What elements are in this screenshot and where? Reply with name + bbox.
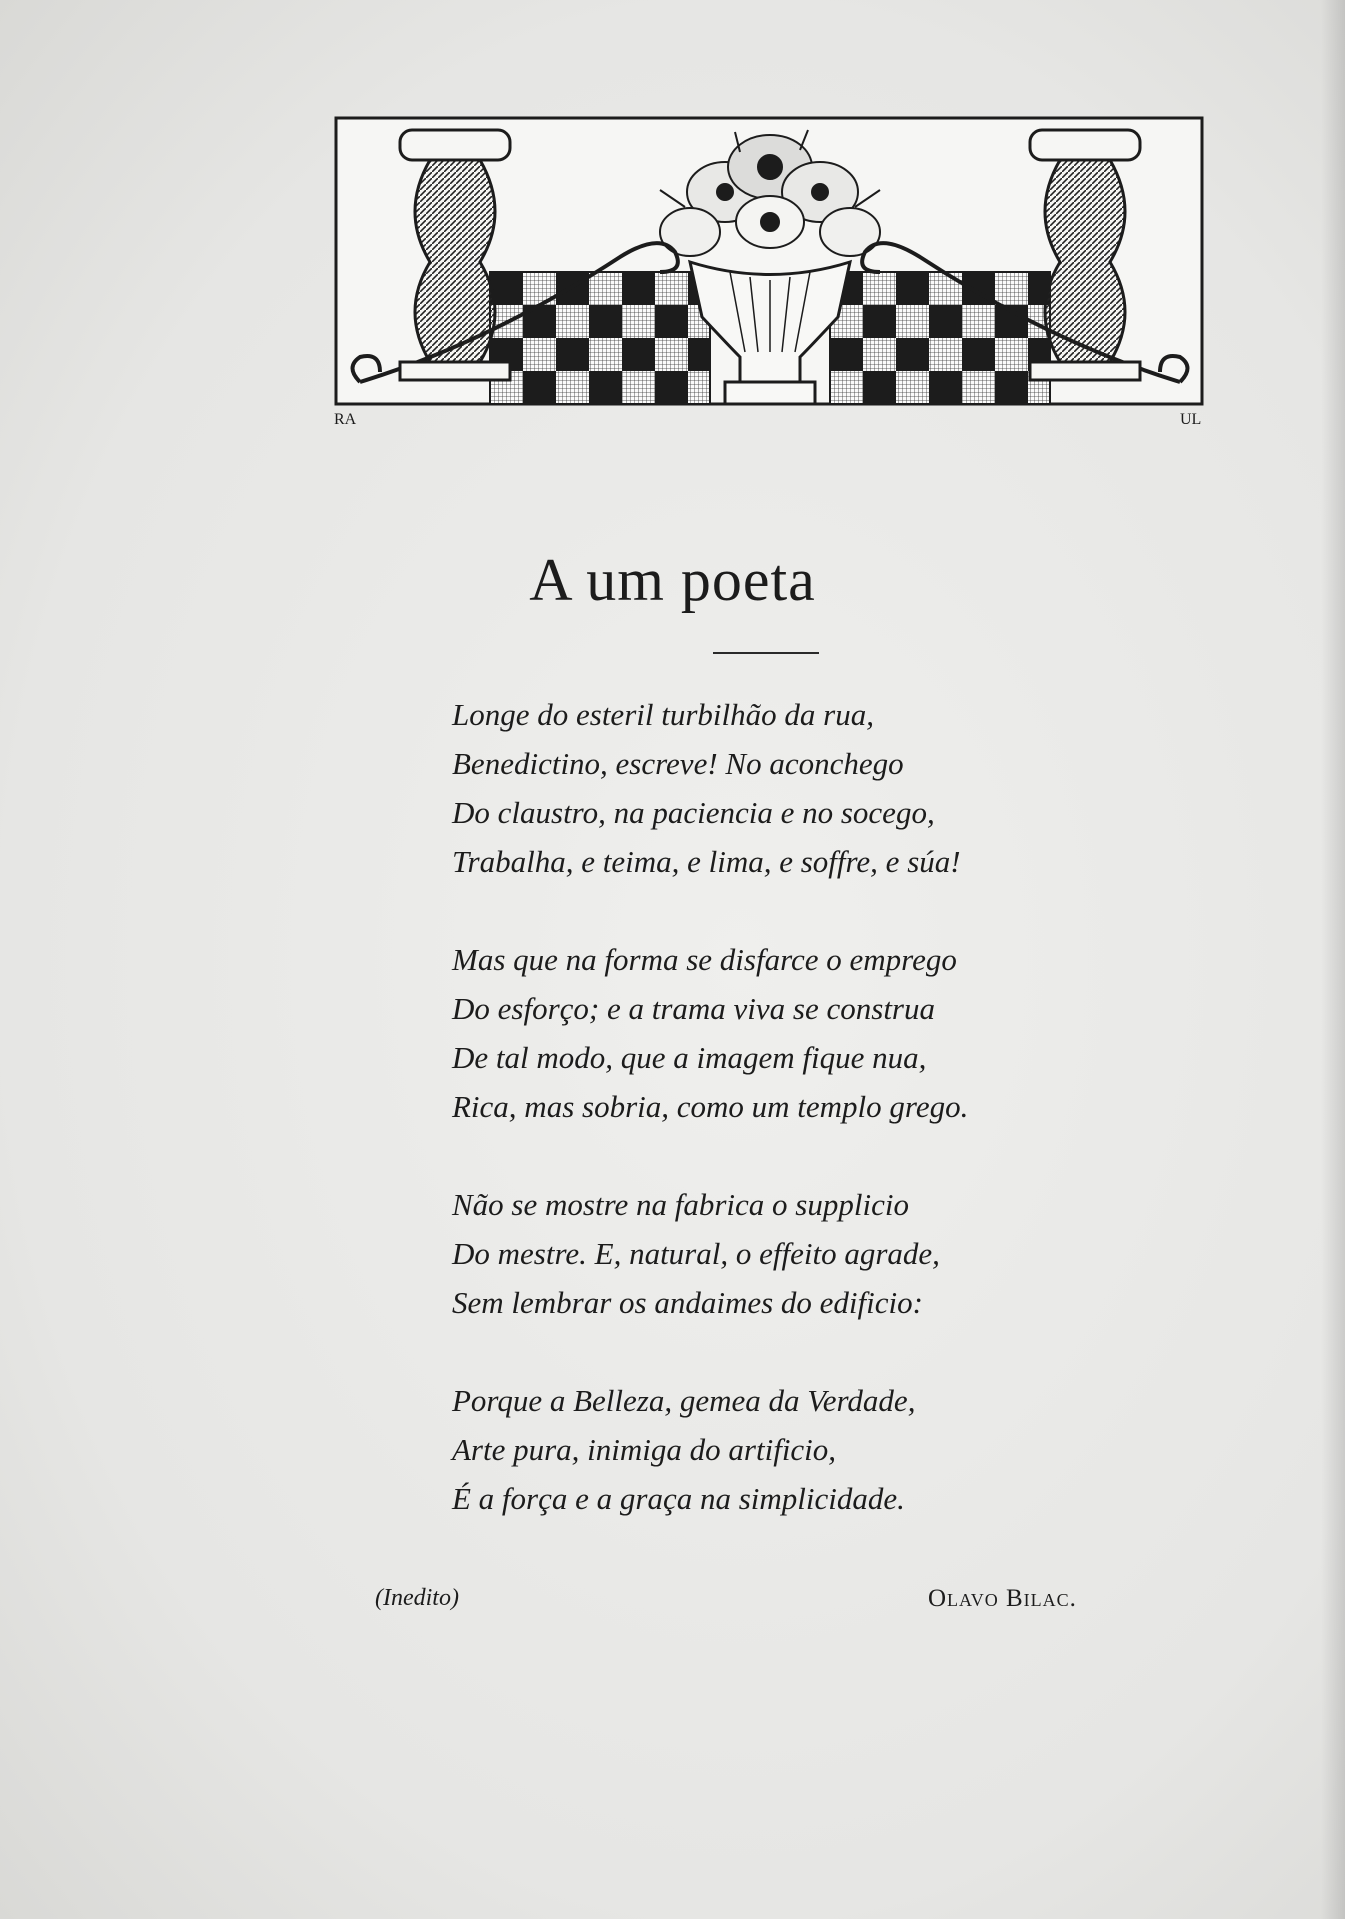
stanza <box>452 690 1072 886</box>
poem-line: Porque a Belleza, gemea da Verdade, <box>452 1383 916 1418</box>
poem-line: Do esforço; e a trama viva se construa <box>452 991 935 1026</box>
poem-line: Mas que na forma se disfarce o emprego <box>452 942 957 977</box>
poem-line: De tal modo, que a imagem fique nua, <box>452 1040 927 1075</box>
author-name: Olavo Bilac. <box>928 1585 1077 1612</box>
poem-line: É a força e a graça na simplicidade. <box>452 1481 905 1516</box>
poem-line: Benedictino, escreve! No aconchego <box>452 746 904 781</box>
signature-left: RA <box>334 411 357 428</box>
poem-line: Do claustro, na paciencia e no socego, <box>452 795 935 830</box>
title-rule <box>713 652 819 654</box>
poem-line: Sem lembrar os andaimes do edificio: <box>452 1285 923 1320</box>
stanza <box>452 1376 1072 1523</box>
header-vignette-icon <box>330 112 1210 432</box>
signature-right: UL <box>1180 411 1202 428</box>
poem-line: Arte pura, inimiga do artificio, <box>452 1432 837 1467</box>
publication-note: (Inedito) <box>375 1585 459 1611</box>
poem-line: Do mestre. E, natural, o effeito agrade, <box>452 1236 940 1271</box>
poem-line: Trabalha, e teima, e lima, e soffre, e súa! <box>452 844 961 879</box>
poem-line: Rica, mas sobria, como um templo grego. <box>452 1089 969 1124</box>
poem-line: Longe do esteril turbilhão da rua, <box>452 697 874 732</box>
poem-line: Não se mostre na fabrica o supplicio <box>452 1187 909 1222</box>
poem-body <box>452 690 1072 1523</box>
checkerboard-left <box>490 272 710 404</box>
stanza <box>452 1180 1072 1327</box>
page-edge-shadow <box>1321 0 1345 1919</box>
poem-title: A um poeta <box>529 547 816 613</box>
checkerboard-right <box>830 272 1050 404</box>
stanza <box>452 935 1072 1131</box>
